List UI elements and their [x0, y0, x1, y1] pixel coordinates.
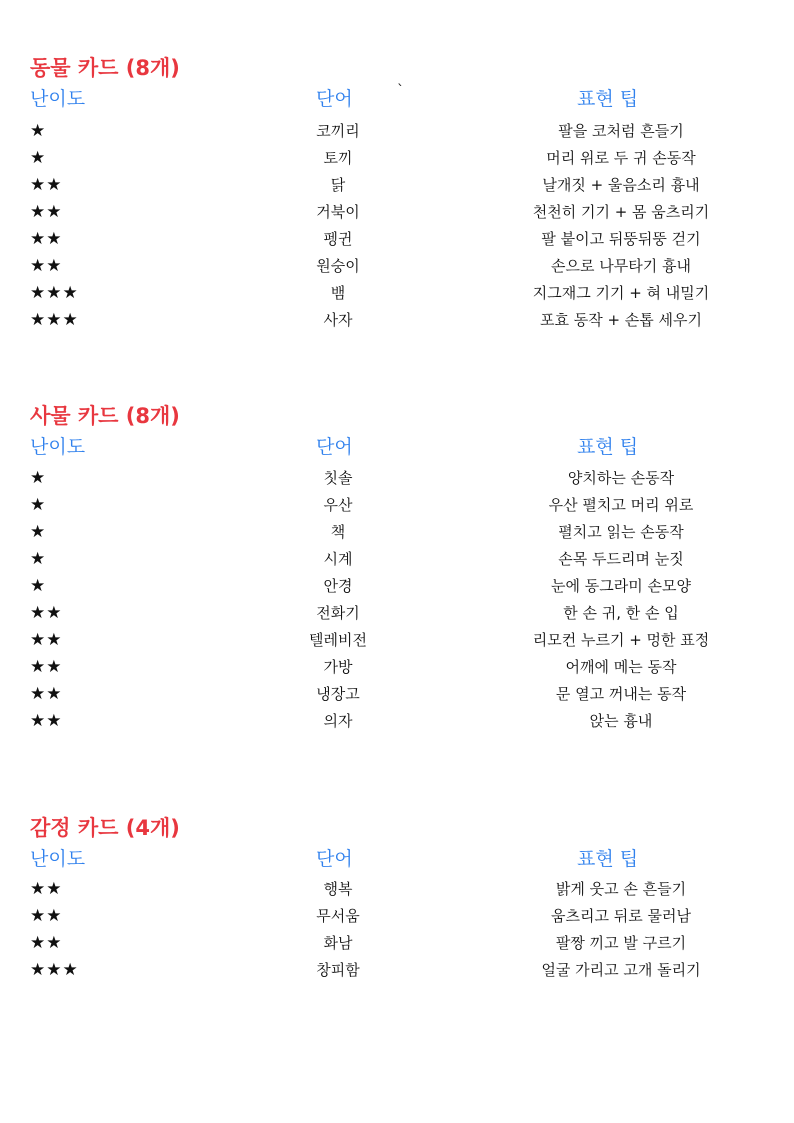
header-word: 단어 — [316, 848, 353, 870]
table-row — [0, 654, 794, 681]
tip-cell: 팔짱 끼고 발 구르기 — [555, 934, 687, 952]
tip-cell: 리모컨 누르기 + 멍한 표정 — [532, 631, 710, 649]
word-cell: 뱀 — [330, 284, 346, 302]
word-cell: 닭 — [330, 176, 346, 194]
tip-cell: 지그재그 기기 + 혀 내밀기 — [532, 284, 710, 302]
tip-cell: 앉는 흉내 — [589, 712, 653, 730]
difficulty-stars: ★ — [30, 522, 47, 542]
word-cell: 창피함 — [316, 961, 360, 979]
table-row — [0, 118, 794, 145]
table-row — [0, 708, 794, 735]
tip-cell: 포효 동작 + 손톱 세우기 — [539, 311, 703, 329]
section-title: 사물 카드 (8개) — [30, 404, 180, 428]
table-header — [0, 846, 794, 872]
difficulty-stars: ★ — [30, 121, 47, 141]
word-cell: 코끼리 — [316, 122, 360, 140]
table-row — [0, 226, 794, 253]
tip-cell: 얼굴 가리고 고개 돌리기 — [541, 961, 701, 979]
tip-cell: 천천히 기기 + 몸 움츠리기 — [532, 203, 710, 221]
table-row — [0, 930, 794, 957]
tip-cell: 한 손 귀, 한 손 입 — [563, 604, 679, 622]
word-cell: 행복 — [323, 880, 353, 898]
tip-cell: 어깨에 메는 동작 — [565, 658, 677, 676]
table-row — [0, 199, 794, 226]
header-word: 단어 — [316, 436, 353, 458]
difficulty-stars: ★★ — [30, 603, 63, 623]
word-cell: 의자 — [323, 712, 353, 730]
section-title: 동물 카드 (8개) — [30, 56, 180, 80]
tip-cell: 양치하는 손동작 — [567, 469, 675, 487]
table-row — [0, 573, 794, 600]
word-cell: 안경 — [323, 577, 353, 595]
difficulty-stars: ★★★ — [30, 960, 79, 980]
header-difficulty: 난이도 — [30, 848, 86, 870]
difficulty-stars: ★ — [30, 549, 47, 569]
word-cell: 펭귄 — [323, 230, 353, 248]
word-cell: 무서움 — [316, 907, 360, 925]
word-cell: 텔레비전 — [309, 631, 367, 649]
tip-cell: 펼치고 읽는 손동작 — [558, 523, 684, 541]
word-cell: 가방 — [323, 658, 353, 676]
table-row — [0, 307, 794, 334]
difficulty-stars: ★★ — [30, 933, 63, 953]
table-row — [0, 145, 794, 172]
difficulty-stars: ★ — [30, 576, 47, 596]
difficulty-stars: ★ — [30, 148, 47, 168]
tip-cell: 손목 두드리며 눈짓 — [558, 550, 684, 568]
word-cell: 시계 — [323, 550, 353, 568]
tip-cell: 우산 펼치고 머리 위로 — [548, 496, 694, 514]
tip-cell: 손으로 나무타기 흉내 — [551, 257, 691, 275]
word-cell: 냉장고 — [316, 685, 360, 703]
word-cell: 칫솔 — [323, 469, 353, 487]
word-cell: 우산 — [323, 496, 353, 514]
header-tip: 표현 팁 — [577, 436, 639, 458]
tip-cell: 눈에 동그라미 손모양 — [551, 577, 691, 595]
header-tip: 표현 팁 — [577, 88, 639, 110]
difficulty-stars: ★ — [30, 495, 47, 515]
difficulty-stars: ★★ — [30, 879, 63, 899]
header-tip: 표현 팁 — [577, 848, 639, 870]
difficulty-stars: ★★ — [30, 630, 63, 650]
table-row — [0, 465, 794, 492]
word-cell: 전화기 — [316, 604, 360, 622]
section-title: 감정 카드 (4개) — [30, 816, 180, 840]
tip-cell: 팔을 코처럼 흔들기 — [558, 122, 684, 140]
table-row — [0, 253, 794, 280]
tip-cell: 날개짓 + 울음소리 흉내 — [542, 176, 700, 194]
table-header — [0, 434, 794, 460]
table-row — [0, 627, 794, 654]
difficulty-stars: ★★ — [30, 657, 63, 677]
difficulty-stars: ★★★ — [30, 283, 79, 303]
table-row — [0, 280, 794, 307]
difficulty-stars: ★★ — [30, 175, 63, 195]
table-row — [0, 519, 794, 546]
difficulty-stars: ★★ — [30, 202, 63, 222]
table-row — [0, 876, 794, 903]
table-row — [0, 492, 794, 519]
tip-cell: 팔 붙이고 뒤뚱뒤뚱 걷기 — [541, 230, 701, 248]
word-cell: 토끼 — [323, 149, 353, 167]
word-cell: 책 — [330, 523, 346, 541]
word-cell: 화남 — [323, 934, 353, 952]
tip-cell: 머리 위로 두 귀 손동작 — [546, 149, 696, 167]
stray-backtick-mark: ` — [397, 83, 404, 99]
header-difficulty: 난이도 — [30, 436, 86, 458]
word-cell: 거북이 — [316, 203, 360, 221]
table-row — [0, 957, 794, 984]
tip-cell: 문 열고 꺼내는 동작 — [555, 685, 687, 703]
table-row — [0, 600, 794, 627]
difficulty-stars: ★★ — [30, 711, 63, 731]
table-row — [0, 903, 794, 930]
difficulty-stars: ★★★ — [30, 310, 79, 330]
difficulty-stars: ★★ — [30, 684, 63, 704]
difficulty-stars: ★★ — [30, 906, 63, 926]
table-row — [0, 681, 794, 708]
header-word: 단어 — [316, 88, 353, 110]
difficulty-stars: ★ — [30, 468, 47, 488]
tip-cell: 움츠리고 뒤로 물러남 — [551, 907, 691, 925]
tip-cell: 밝게 웃고 손 흔들기 — [555, 880, 687, 898]
table-row — [0, 546, 794, 573]
difficulty-stars: ★★ — [30, 229, 63, 249]
table-row — [0, 172, 794, 199]
word-cell: 사자 — [323, 311, 353, 329]
word-cell: 원숭이 — [316, 257, 360, 275]
header-difficulty: 난이도 — [30, 88, 86, 110]
difficulty-stars: ★★ — [30, 256, 63, 276]
